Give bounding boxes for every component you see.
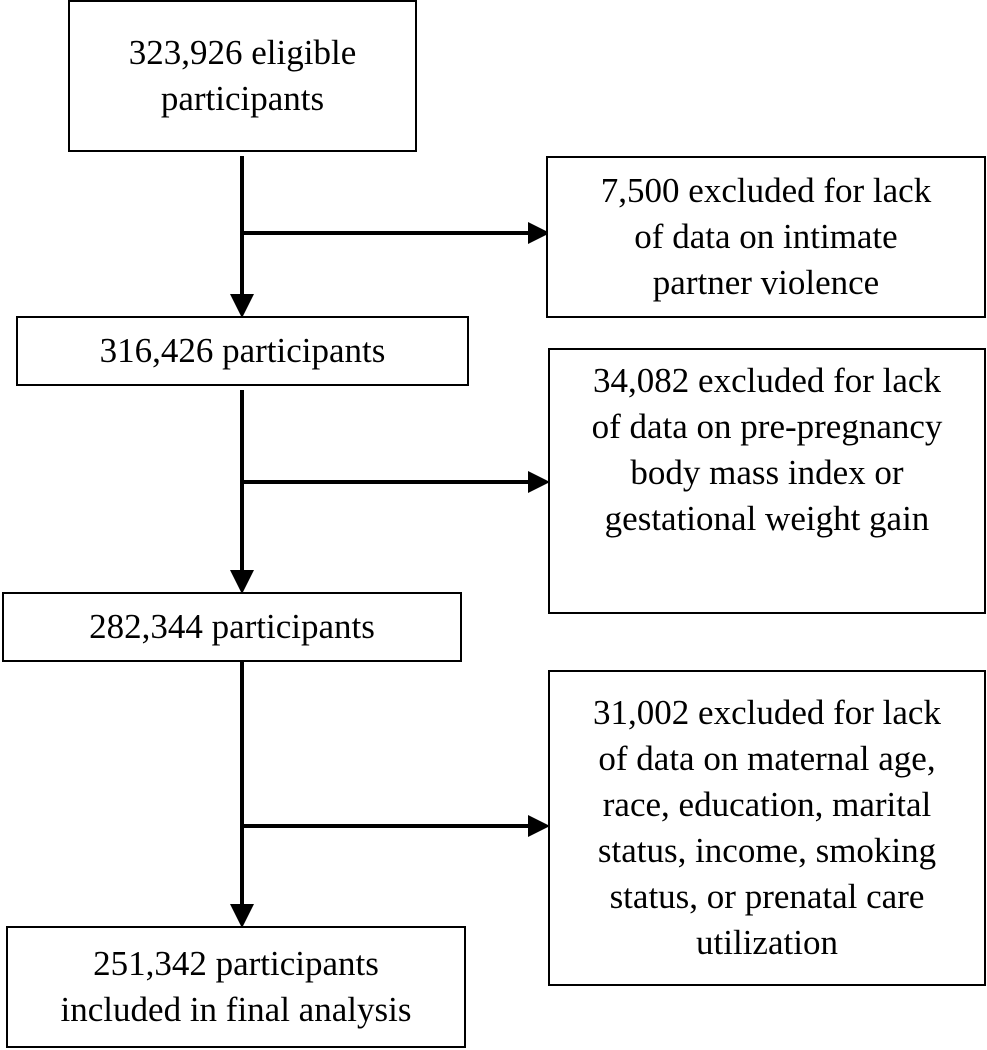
- covariate-exclusion-text: 31,002 excluded for lack of data on maternal age, race, education, marital status, income, smoking status, or prenatal care utilization: [593, 693, 941, 962]
- final-analysis-box: [6, 926, 466, 1048]
- final-analysis-text: 251,342 participants included in final analysis: [60, 944, 412, 1029]
- eligible-participants-text: 323,926 eligible participants: [128, 33, 357, 118]
- exclusion-arrowhead-3: [528, 815, 550, 837]
- bmi-exclusion-box: [548, 348, 986, 614]
- exclusion-arrowhead-2: [528, 471, 550, 493]
- flow-arrowhead-1: [230, 294, 254, 318]
- after-bmi-exclusion-text: 282,344 participants: [89, 607, 375, 646]
- after-ipv-exclusion-box: [16, 316, 469, 386]
- flow-arrowhead-3: [230, 904, 254, 928]
- eligible-participants-box: [68, 0, 417, 152]
- bmi-exclusion-text: 34,082 excluded for lack of data on pre-pregnancy body mass index or gestational weight gain: [591, 361, 943, 538]
- ipv-exclusion-box: [546, 156, 986, 318]
- covariate-exclusion-box: [548, 670, 986, 986]
- after-bmi-exclusion-box: [2, 592, 462, 662]
- flow-arrowhead-2: [230, 570, 254, 594]
- ipv-exclusion-text: 7,500 excluded for lack of data on intimate partner violence: [600, 171, 932, 302]
- after-ipv-exclusion-text: 316,426 participants: [99, 331, 386, 370]
